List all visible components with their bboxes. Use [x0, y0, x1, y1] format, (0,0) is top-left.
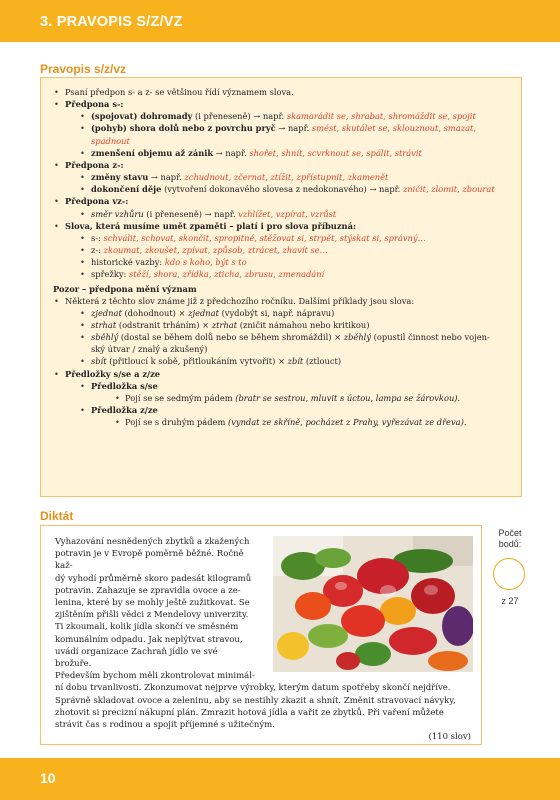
dictation-line: dý vyhodí průměrně skoro padesát kilogramů [55, 573, 252, 584]
dictation-line: lenina, které by se mohly ještě zužitkovat. Se [55, 598, 250, 609]
dictation-line: Ti zkoumali, kolik jídla skončí ve směsném [55, 622, 239, 633]
rule-intro: • Psaní předpon s- a z- se většinou řídí významem slova. [53, 86, 509, 98]
dictation-line: potravin je v Evropě poměrně běžné. Ročně kaž- [55, 549, 244, 572]
dictation-box [40, 525, 482, 745]
score-label-line1: Počet [498, 528, 522, 538]
rule-prepositions: • Předložky s/se a z/ze • Předložka s/se • Pojí se se sedmým pádem (bratr se sestrou, mluvit s úctou, lampa se žárovkou). • Předložka z/ze • Pojí se s druhým pádem (vyndat ze skříně, pocházet z Prahy, vyřezávat ze dřeva). [53, 368, 509, 429]
section-title-dictation: Diktát [40, 509, 74, 523]
page-number: 10 [40, 770, 56, 786]
dictation-line: uvádí organizace Zachraň jídlo ve své brožuře. [55, 646, 218, 670]
dictation-line: zjištěním přišli vědci z Mendelovy univerzity. [55, 610, 249, 621]
pozor-pair-4: • sbít (přitloucí k sobě, přitloukáním vytvořit) × zbít (ztlouct) [77, 355, 509, 367]
preposition-s: • Předložka s/se • Pojí se se sedmým pádem (bratr se sestrou, mluvit s úctou, lampa se žárovkou). [77, 380, 509, 404]
rule-vz-prefix: • Předpona vz-: • směr vzhůru (i přeneseně) → např. vzhlížet, vzpírat, vzrůst [53, 195, 509, 219]
score-label-line2: bodů: [498, 539, 522, 549]
s-rule-shrink: • zmenšení objemu až zánik → např. shořet, shnít, scvrknout se, spálit, strávit [77, 147, 509, 159]
dictation-line: komunálním odpadu. Jak neplýtvat stravou, [55, 634, 243, 645]
score-total: z 27 [501, 596, 519, 606]
rules-box [40, 77, 522, 497]
dictation-line: zhotovit si precizní nákupní plán. Zmrazit hotová jídla a vařit ze zbytků. Při vaření můžete [55, 707, 444, 718]
memorize-historical: • historické vazby: kdo s koho, být s to [77, 256, 509, 268]
chapter-title: 3. PRAVOPIS S/Z/VZ [40, 14, 183, 30]
preposition-z: • Předložka z/ze • Pojí se s druhým pádem (vyndat ze skříně, pocházet z Prahy, vyřezávat ze dřeva). [77, 404, 509, 428]
score-input-circle[interactable] [493, 558, 525, 590]
s-rule-together: • (spojovat) dohromady (i přeneseně) → např. skamarádit se, shrabat, shromáždit se, spojit [77, 110, 509, 122]
dictation-line: strávit čas s rodinou a spojit příjemné s užitečným. [55, 720, 275, 731]
page-header [0, 0, 560, 42]
pozor-pair-3: • sběhlý (dostal se během dolů nebo se během shromáždil) × zběhlý (opustil činnost nebo vojen- ský útvar / znalý a zkušený) [77, 331, 509, 355]
dictation-line: ní dobu trvanlivosti. Zkonzumovat nejprve výrobky, kterým datum spotřeby skončí nejdříve. [55, 683, 451, 694]
pozor-heading: Pozor – předpona mění význam [53, 283, 197, 294]
score-label [492, 528, 528, 550]
dictation-text [55, 536, 471, 743]
section-title-rules: Pravopis s/z/vz [40, 62, 127, 76]
pozor-intro: • Některá z těchto slov známe již z předchozího ročníku. Dalšími příklady jsou slova: • zjednat (dohodnout) × zjednat (vydobýt si, např. nápravu) • strhat (odstranit trháním) × ztrhat (zničit námahou nebo kritikou) • sběhlý (dostal se během dolů nebo se během shromáždil) × zběhlý (opustil činnost nebo vojen- ský útvar / znalý a zkušený) • sbít (přitloucí k sobě, přitloukáním vytvořit) × zbít (ztlouct) [53, 295, 509, 368]
dictation-line: Vyhazování nesnědených zbytků a zkažených [55, 537, 250, 547]
page-footer [0, 758, 560, 800]
z-rule-complete: • dokončení děje (vytvoření dokonavého slovesa z nedokonavého) → např. zničit, zlomit, zbourat [77, 183, 509, 195]
pozor-pair-2: • strhat (odstranit trháním) × ztrhat (zničit námahou nebo kritikou) [77, 319, 509, 331]
memorize-compounds: • spřežky: stěží, shora, zřídka, zticha, zbrusu, zmenadání [77, 268, 509, 280]
dictation-line: Především bychom měli zkontrolovat minimál- [55, 671, 255, 682]
rule-s-prefix: • Předpona s-: • (spojovat) dohromady (i přeneseně) → např. skamarádit se, shrabat, shromáždit se, spojit • (pohyb) shora dolů nebo z povrchu pryč → např. smést, skutálet se, sklouznout, smazat, spadnout • zmenšení objemu až zánik → např. shořet, shnít, scvrknout se, spálit, strávit [53, 98, 509, 159]
memorize-s: • s-: schválit, schovat, skončit, spropitné, stěžovat si, strpět, stýskat si, správný… [77, 232, 509, 244]
word-count: (110 slov) [428, 732, 471, 743]
s-rule-down: • (pohyb) shora dolů nebo z povrchu pryč → např. smést, skutálet se, sklouznout, smazat, spadnout [77, 122, 509, 146]
pozor-pair-1: • zjednat (dohodnout) × zjednat (vydobýt si, např. nápravu) [77, 307, 509, 319]
dictation-line: potravin. Zahazuje se zpravidla ovoce a ze- [55, 585, 241, 596]
dictation-line: Správně skladovat ovoce a zeleninu, aby se nestihly zkazit a shnít. Změnit stravovací návyky, [55, 695, 456, 706]
memorize-z: • z-: zkoumat, zkoušet, zpívat, způsob, ztrácet, zhavít se… [77, 244, 509, 256]
preposition-s-usage: • Pojí se se sedmým pádem (bratr se sestrou, mluvit s úctou, lampa se žárovkou). [113, 392, 509, 404]
preposition-z-usage: • Pojí se s druhým pádem (vyndat ze skříně, pocházet z Prahy, vyřezávat ze dřeva). [113, 416, 509, 428]
z-rule-state: • změny stavu → např. zchudnout, zčernat, ztížit, zpřístupnit, zkamenět [77, 171, 509, 183]
vz-rule-up: • směr vzhůru (i přeneseně) → např. vzhlížet, vzpírat, vzrůst [77, 208, 509, 220]
rule-memorize: • Slova, která musíme umět zpaměti – platí i pro slova příbuzná: • s-: schválit, schovat, skončit, spropitné, stěžovat si, strpět, stýskat si, správný… • z-: zkoumat, zkoušet, zpívat, způsob, ztrácet, zhavít se… • historické vazby: kdo s koho, být s to • spřežky: stěží, shora, zřídka, zticha, zbrusu, zmenadání [53, 220, 509, 281]
rule-z-prefix: • Předpona z-: • změny stavu → např. zchudnout, zčernat, ztížit, zpřístupnit, zkamenět • dokončení děje (vytvoření dokonavého slovesa z nedokonavého) → např. zničit, zlomit, zbourat [53, 159, 509, 195]
